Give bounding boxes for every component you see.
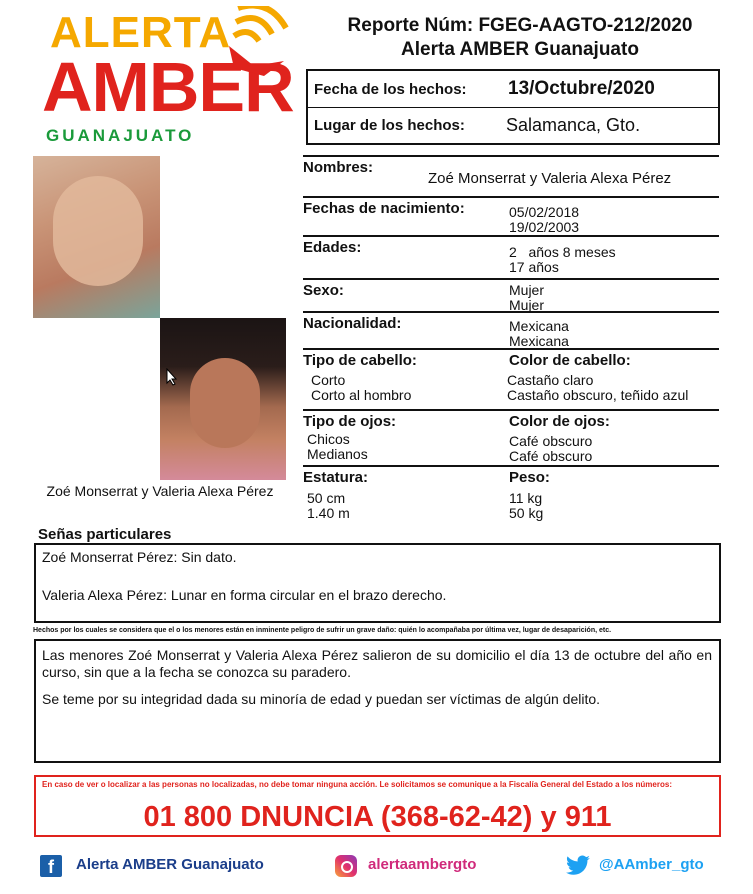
contact-warning-box: [34, 775, 721, 837]
twitter-icon[interactable]: [565, 855, 591, 877]
birth-2: 19/02/2003: [509, 219, 580, 235]
photo-caption: Zoé Monserrat y Valeria Alexa Pérez: [46, 483, 274, 499]
senas-title: Señas particulares: [38, 526, 172, 543]
ages-label: Edades:: [303, 239, 362, 256]
alert-signal-icon: [214, 6, 294, 96]
senas-line-1: Zoé Monserrat Pérez: Sin dato.: [42, 549, 237, 565]
logo-amber-text: AMBER: [42, 48, 294, 126]
hair-section: [303, 348, 719, 408]
cursor-icon: [166, 368, 178, 386]
eye-color-2: Café obscuro: [509, 448, 593, 464]
eye-color-label: Color de ojos:: [509, 413, 610, 430]
phone-numbers: 01 800 DNUNCIA (368-62-42) y 911: [143, 801, 612, 833]
report-number: Reporte Núm: FGEG-AAGTO-212/2020: [347, 15, 693, 36]
hair-type-2: Corto al hombro: [311, 387, 412, 403]
hechos-box: [34, 639, 721, 763]
sex-label: Sexo:: [303, 282, 344, 299]
birth-section: [303, 196, 719, 236]
ages-section: [303, 235, 719, 279]
facebook-link[interactable]: Alerta AMBER Guanajuato: [76, 856, 264, 873]
hechos-paragraph-1: Las menores Zoé Monserrat y Valeria Alexa Pérez salieron de su domicilio el día 13 de octubre del año en curso, sin que a la fecha se conozca su paradero.: [42, 647, 712, 680]
birth-1: 05/02/2018: [509, 204, 580, 220]
senas-box: [34, 543, 721, 623]
place-label: Lugar de los hechos:: [314, 117, 465, 134]
nationality-1: Mexicana: [509, 318, 569, 334]
instagram-link[interactable]: alertaambergto: [368, 856, 477, 873]
photo-zoe: [33, 156, 160, 318]
nationality-section: [303, 311, 719, 349]
names-value: Zoé Monserrat y Valeria Alexa Pérez: [428, 170, 672, 187]
nationality-label: Nacionalidad:: [303, 315, 402, 332]
height-2: 1.40 m: [307, 505, 350, 521]
date-label: Fecha de los hechos:: [314, 81, 467, 98]
alerta-amber-logo: [36, 6, 292, 146]
weight-label: Peso:: [509, 469, 550, 486]
age-1: 2 años 8 meses: [509, 244, 616, 260]
hair-type-1: Corto: [311, 372, 346, 388]
date-value: 13/Octubre/2020: [508, 78, 655, 99]
place-value: Salamanca, Gto.: [506, 115, 641, 135]
eye-color-1: Café obscuro: [509, 433, 593, 449]
names-section: [303, 155, 719, 197]
eye-type-1: Chicos: [307, 431, 350, 447]
height-1: 50 cm: [307, 490, 346, 506]
height-label: Estatura:: [303, 469, 369, 486]
weight-2: 50 kg: [509, 505, 544, 521]
warning-text: En caso de ver o localizar a las personas no localizadas, no debe tomar ninguna acción. Le solicitamos se comunique a la Fiscalía General del Estado a los números:: [42, 780, 672, 789]
senas-line-2: Valeria Alexa Pérez: Lunar en forma circular en el brazo derecho.: [42, 587, 447, 603]
facebook-icon[interactable]: f: [40, 855, 62, 877]
hair-type-label: Tipo de cabello:: [303, 352, 417, 369]
hair-color-label: Color de cabello:: [509, 352, 631, 369]
age-2: 17 años: [509, 259, 559, 275]
measures-section: [303, 465, 719, 523]
sex-section: [303, 278, 719, 312]
report-subtitle: Alerta AMBER Guanajuato: [401, 39, 639, 60]
hechos-note: Hechos por los cuales se considera que el o los menores están en inminente peligro de sufrir un grave daño: quién lo acompañaba por última vez, lugar de desaparición, etc.: [33, 627, 612, 634]
birth-label: Fechas de nacimiento:: [303, 200, 465, 217]
hair-color-1: Castaño claro: [507, 372, 594, 388]
hechos-paragraph-2: Se teme por su integridad dada su minoría de edad y puedan ser víctimas de algún delito.: [42, 691, 601, 707]
logo-alerta-text: ALERTA: [50, 8, 232, 57]
eyes-section: [303, 409, 719, 465]
eye-type-2: Medianos: [307, 446, 368, 462]
logo-guanajuato-text: GUANAJUATO: [46, 126, 195, 145]
hair-color-2: Castaño obscuro, teñido azul: [507, 387, 689, 403]
weight-1: 11 kg: [509, 490, 543, 506]
names-label: Nombres:: [303, 159, 374, 176]
report-header: [300, 14, 740, 62]
instagram-icon[interactable]: [335, 855, 357, 877]
twitter-link[interactable]: @AAmber_gto: [599, 856, 704, 873]
eye-type-label: Tipo de ojos:: [303, 413, 397, 430]
photo-valeria: [160, 318, 286, 480]
sex-2: Mujer: [509, 297, 545, 313]
sex-1: Mujer: [509, 282, 545, 298]
facts-box: [306, 69, 720, 145]
nationality-2: Mexicana: [509, 333, 569, 349]
